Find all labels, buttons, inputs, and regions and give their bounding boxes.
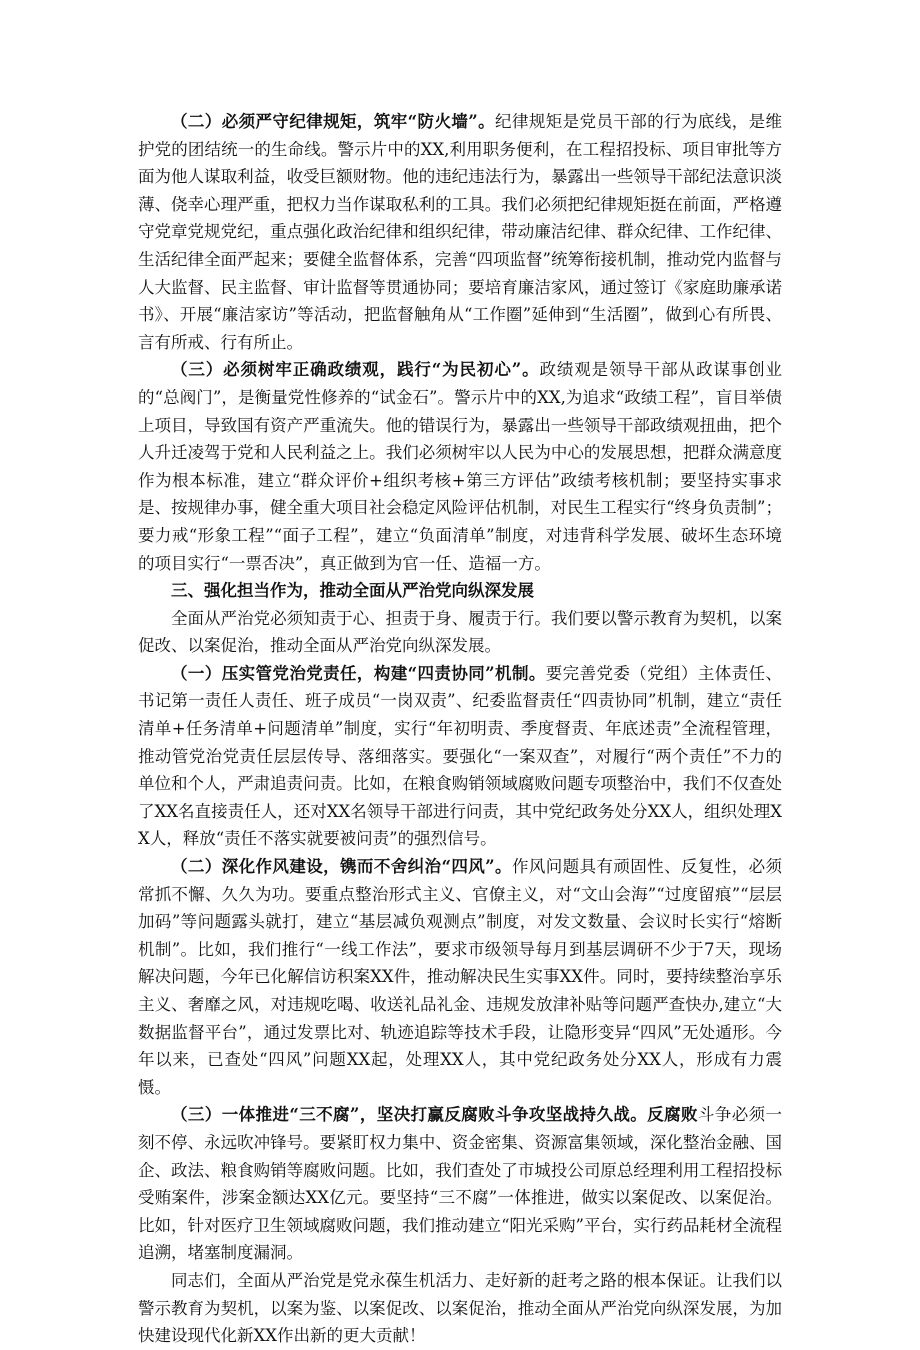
paragraph-body: 斗争必须一刻不停、永远吹冲锋号。要紧盯权力集中、资金密集、资源富集领域，深化整治金融、国企、政法、粮食购销等腐败问题。比如，我们查处了市城投公司原总经理利用工程招投标受贿案件，涉案金额达XX亿元。要坚持“三不腐”一体推进，做实以案促改、以案促治。比如，针对医疗卫生领域腐败问题，我们推动建立“阳光采购”平台，实行药品耗材全流程追溯，堵塞制度漏洞。	[138, 1105, 783, 1263]
paragraph-work-style	[138, 853, 782, 1101]
section-heading: 三、强化担当作为，推动全面从严治党向纵深发展	[171, 581, 534, 601]
paragraph-lead: （二）必须严守纪律规矩，筑牢“防火墙”。	[171, 112, 496, 131]
paragraph-discipline	[138, 108, 782, 356]
paragraph-body: 作风问题具有顽固性、反复性，必须常抓不懈、久久为功。要重点整治形式主义、官僚主义，对“文山会海”“过度留痕”“层层加码”等问题露头就打，建立“基层减负观测点”制度，对发文数量、会议时长实行“熔断机制”。比如，我们推行“一线工作法”，要求市级领导每月到基层调研不少于7天，现场解决问题，今年已化解信访积案XX件，推动解决民生实事XX件。同时，要持续整治享乐主义、奢靡之风，对违规吃喝、收送礼品礼金、违规发放津补贴等问题严查快办,建立“大数据监督平台”，通过发票比对、轨迹追踪等技术手段，让隐形变异“四风”无处遁形。今年以来，已查处“四风”问题XX起，处理XX人，其中党纪政务处分XX人，形成有力震慑。	[138, 857, 783, 1097]
paragraph-anti-corruption	[138, 1101, 782, 1267]
paragraph-responsibility	[138, 660, 782, 853]
paragraph-body: 要完善党委（党组）主体责任、书记第一责任人责任、班子成员“一岗双责”、纪委监督责任“四责协同”机制，建立“责任清单+任务清单+问题清单”制度，实行“年初明责、季度督责、年底述责”全流程管理，推动管党治党责任层层传导、落细落实。要强化“一案双查”，对履行“两个责任”不力的单位和个人，严肃追责问责。比如，在粮食购销领域腐败问题专项整治中，我们不仅查处了XX名直接责任人，还对XX名领导干部进行问责，其中党纪政务处分XX人，组织处理XX人，释放“责任不落实就要被问责”的强烈信号。	[138, 663, 783, 849]
paragraph-body: 纪律规矩是党员干部的行为底线，是维护党的团结统一的生命线。警示片中的XX,利用职务便利，在工程招投标、项目审批等方面为他人谋取利益，收受巨额财物。他的违纪违法行为，暴露出一些领导干部纪法意识淡薄、侥幸心理严重，把权力当作谋取私利的工具。我们必须把纪律规矩挺在前面，严格遵守党章党规党纪，重点强化政治纪律和组织纪律，带动廉洁纪律、群众纪律、工作纪律、生活纪律全面严起来；要健全监督体系，完善“四项监督”统筹衔接机制，推动党内监督与人大监督、民主监督、审计监督等贯通协同；要培育廉洁家风，通过签订《家庭助廉承诺书》、开展“廉洁家访”等活动，把监督触角从“工作圈”延伸到“生活圈”，做到心有所畏、言有所戒、行有所止。	[138, 112, 782, 352]
paragraph-body: 政绩观是领导干部从政谋事创业的“总阀门”，是衡量党性修养的“试金石”。警示片中的XX,为追求“政绩工程”，盲目举债上项目，导致国有资产严重流失。他的错误行为，暴露出一些领导干部政绩观扭曲，把个人升迁凌驾于党和人民利益之上。我们必须树牢以人民为中心的发展思想，把群众满意度作为根本标准，建立“群众评价+组织考核+第三方评估”政绩考核机制；要坚持实事求是、按规律办事，健全重大项目社会稳定风险评估机制，对民生工程实行“终身负责制”；要力戒“形象工程”“面子工程”，建立“负面清单”制度，对违背科学发展、破坏生态环境的项目实行“一票否决”，真正做到为官一任、造福一方。	[138, 360, 783, 573]
paragraph-intro	[138, 605, 782, 660]
paragraph-performance-view	[138, 356, 782, 577]
paragraph-body: 同志们，全面从严治党是党永葆生机活力、走好新的赶考之路的根本保证。让我们以警示教育为契机，以案为鉴、以案促改、以案促治，推动全面从严治党向纵深发展，为加快建设现代化新XX作出新的更大贡献！	[138, 1270, 782, 1346]
paragraph-lead: （二）深化作风建设，镌而不舍纠治“四风”。	[171, 857, 512, 877]
paragraph-closing	[138, 1267, 782, 1350]
paragraph-body: 全面从严治党必须知责于心、担责于身、履责于行。我们要以警示教育为契机，以案促改、以案促治，推动全面从严治党向纵深发展。	[138, 608, 782, 656]
paragraph-lead: （三）一体推进“三不腐”，坚决打赢反腐败斗争攻坚战持久战。反腐败	[171, 1105, 698, 1125]
paragraph-lead: （三）必须树牢正确政绩观，践行“为民初心”。	[171, 360, 540, 380]
paragraph-lead: （一）压实管党治党责任，构建“四责协同”机制。	[171, 663, 546, 683]
